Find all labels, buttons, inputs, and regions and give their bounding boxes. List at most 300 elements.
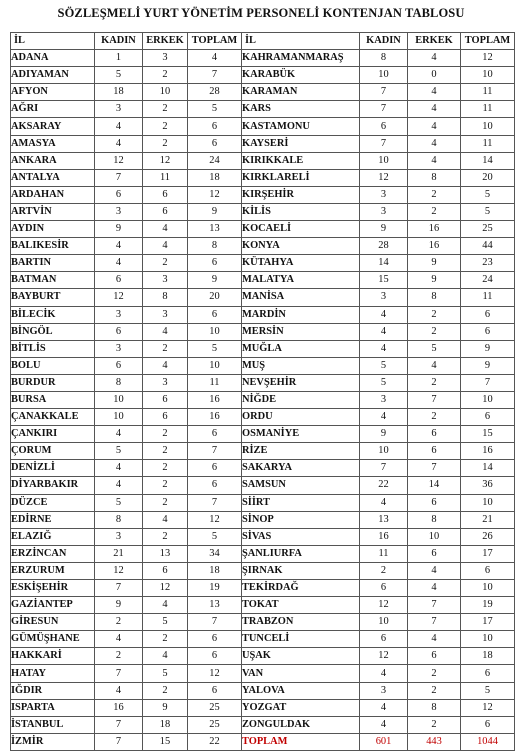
table-row [11, 84, 515, 101]
right-kadin-cell: 7 [360, 84, 408, 101]
left-kadin-cell: 1 [95, 50, 143, 67]
left-erkek-cell: 4 [143, 323, 188, 340]
right-province-cell: KIRKLARELİ [242, 169, 360, 186]
left-toplam-cell: 18 [188, 562, 242, 579]
left-kadin-cell: 4 [95, 631, 143, 648]
left-kadin-cell: 4 [95, 426, 143, 443]
left-province-cell: BALIKESİR [11, 238, 95, 255]
right-province-cell: SİNOP [242, 511, 360, 528]
left-toplam-cell: 6 [188, 460, 242, 477]
left-province-cell: ÇANKIRI [11, 426, 95, 443]
left-toplam-cell: 16 [188, 391, 242, 408]
table-row [11, 340, 515, 357]
right-toplam-cell: 6 [461, 665, 515, 682]
right-erkek-cell: 8 [408, 169, 461, 186]
left-erkek-cell: 15 [143, 733, 188, 750]
table-row [11, 597, 515, 614]
right-kadin-cell: 12 [360, 597, 408, 614]
left-kadin-cell: 7 [95, 580, 143, 597]
table-row [11, 203, 515, 220]
right-toplam-cell: 6 [461, 716, 515, 733]
left-toplam-cell: 16 [188, 409, 242, 426]
right-toplam-cell: 16 [461, 443, 515, 460]
left-province-cell: ERZİNCAN [11, 545, 95, 562]
left-erkek-cell: 2 [143, 682, 188, 699]
left-toplam-cell: 13 [188, 221, 242, 238]
header-toplam-right: TOPLAM [461, 33, 515, 50]
right-toplam-cell: 15 [461, 426, 515, 443]
left-toplam-cell: 18 [188, 169, 242, 186]
left-erkek-cell: 2 [143, 494, 188, 511]
right-toplam-cell: 18 [461, 648, 515, 665]
right-toplam-cell: 12 [461, 50, 515, 67]
right-province-cell: RİZE [242, 443, 360, 460]
left-province-cell: AKSARAY [11, 118, 95, 135]
left-kadin-cell: 4 [95, 238, 143, 255]
table-row [11, 289, 515, 306]
left-province-cell: ARDAHAN [11, 186, 95, 203]
left-erkek-cell: 2 [143, 477, 188, 494]
left-kadin-cell: 3 [95, 528, 143, 545]
right-kadin-cell: 3 [360, 682, 408, 699]
right-toplam-cell: 6 [461, 323, 515, 340]
left-toplam-cell: 6 [188, 306, 242, 323]
right-toplam-cell: 14 [461, 152, 515, 169]
left-province-cell: BURDUR [11, 374, 95, 391]
left-kadin-cell: 3 [95, 340, 143, 357]
right-erkek-cell: 6 [408, 494, 461, 511]
left-kadin-cell: 4 [95, 460, 143, 477]
right-toplam-cell: 14 [461, 460, 515, 477]
left-toplam-cell: 6 [188, 255, 242, 272]
header-kadin-left: KADIN [95, 33, 143, 50]
left-kadin-cell: 8 [95, 511, 143, 528]
right-toplam-cell: 25 [461, 221, 515, 238]
right-province-cell: KAHRAMANMARAŞ [242, 50, 360, 67]
left-province-cell: DENİZLİ [11, 460, 95, 477]
left-erkek-cell: 2 [143, 135, 188, 152]
right-toplam-cell: 10 [461, 580, 515, 597]
right-toplam-cell: 11 [461, 135, 515, 152]
left-erkek-cell: 2 [143, 255, 188, 272]
left-toplam-cell: 22 [188, 733, 242, 750]
right-kadin-cell: 4 [360, 340, 408, 357]
left-toplam-cell: 5 [188, 528, 242, 545]
table-row [11, 511, 515, 528]
left-province-cell: BİTLİS [11, 340, 95, 357]
left-province-cell: ÇORUM [11, 443, 95, 460]
left-province-cell: ERZURUM [11, 562, 95, 579]
left-kadin-cell: 12 [95, 152, 143, 169]
table-row [11, 374, 515, 391]
right-erkek-cell: 2 [408, 323, 461, 340]
left-kadin-cell: 2 [95, 648, 143, 665]
table-row [11, 118, 515, 135]
left-toplam-cell: 25 [188, 716, 242, 733]
right-kadin-cell: 3 [360, 203, 408, 220]
left-erkek-cell: 5 [143, 614, 188, 631]
left-province-cell: ADANA [11, 50, 95, 67]
right-erkek-cell: 9 [408, 255, 461, 272]
right-toplam-cell: 12 [461, 699, 515, 716]
right-erkek-cell: 2 [408, 306, 461, 323]
left-province-cell: DİYARBAKIR [11, 477, 95, 494]
right-erkek-cell: 8 [408, 511, 461, 528]
left-toplam-cell: 9 [188, 272, 242, 289]
left-province-cell: GİRESUN [11, 614, 95, 631]
left-erkek-cell: 2 [143, 460, 188, 477]
right-kadin-cell: 5 [360, 357, 408, 374]
left-toplam-cell: 19 [188, 580, 242, 597]
left-erkek-cell: 4 [143, 511, 188, 528]
left-province-cell: ELAZIĞ [11, 528, 95, 545]
right-kadin-cell: 22 [360, 477, 408, 494]
right-kadin-cell: 4 [360, 306, 408, 323]
right-erkek-cell: 7 [408, 460, 461, 477]
right-province-cell: KARS [242, 101, 360, 118]
right-province-cell: KONYA [242, 238, 360, 255]
left-kadin-cell: 4 [95, 118, 143, 135]
left-province-cell: ÇANAKKALE [11, 409, 95, 426]
left-kadin-cell: 6 [95, 357, 143, 374]
left-province-cell: BİLECİK [11, 306, 95, 323]
right-toplam-cell: 6 [461, 409, 515, 426]
right-erkek-cell: 16 [408, 238, 461, 255]
right-toplam-cell: 17 [461, 545, 515, 562]
right-toplam-cell: 36 [461, 477, 515, 494]
left-toplam-cell: 6 [188, 135, 242, 152]
right-toplam-cell: 44 [461, 238, 515, 255]
right-kadin-cell: 3 [360, 186, 408, 203]
right-toplam-cell: 20 [461, 169, 515, 186]
right-province-cell: YOZGAT [242, 699, 360, 716]
left-kadin-cell: 12 [95, 289, 143, 306]
table-row [11, 528, 515, 545]
left-kadin-cell: 7 [95, 716, 143, 733]
right-kadin-cell: 14 [360, 255, 408, 272]
right-kadin-cell: 10 [360, 67, 408, 84]
table-row [11, 477, 515, 494]
right-erkek-cell: 5 [408, 340, 461, 357]
table-row [11, 391, 515, 408]
left-province-cell: AYDIN [11, 221, 95, 238]
left-erkek-cell: 4 [143, 648, 188, 665]
total-erkek: 443 [408, 733, 461, 750]
table-row [11, 169, 515, 186]
right-kadin-cell: 7 [360, 460, 408, 477]
table-row [11, 357, 515, 374]
header-erkek-left: ERKEK [143, 33, 188, 50]
right-province-cell: MUŞ [242, 357, 360, 374]
right-kadin-cell: 4 [360, 494, 408, 511]
left-kadin-cell: 9 [95, 221, 143, 238]
left-erkek-cell: 2 [143, 67, 188, 84]
table-row [11, 152, 515, 169]
right-erkek-cell: 4 [408, 562, 461, 579]
left-erkek-cell: 13 [143, 545, 188, 562]
right-province-cell: VAN [242, 665, 360, 682]
left-province-cell: HATAY [11, 665, 95, 682]
right-erkek-cell: 16 [408, 221, 461, 238]
header-row [11, 33, 515, 50]
left-toplam-cell: 7 [188, 67, 242, 84]
right-toplam-cell: 5 [461, 203, 515, 220]
left-province-cell: HAKKARİ [11, 648, 95, 665]
left-erkek-cell: 11 [143, 169, 188, 186]
right-kadin-cell: 4 [360, 665, 408, 682]
left-toplam-cell: 6 [188, 648, 242, 665]
left-erkek-cell: 3 [143, 272, 188, 289]
right-erkek-cell: 4 [408, 135, 461, 152]
left-toplam-cell: 7 [188, 614, 242, 631]
right-kadin-cell: 10 [360, 614, 408, 631]
right-toplam-cell: 10 [461, 118, 515, 135]
table-row [11, 238, 515, 255]
right-province-cell: KIRIKKALE [242, 152, 360, 169]
table-row [11, 631, 515, 648]
right-kadin-cell: 28 [360, 238, 408, 255]
right-erkek-cell: 4 [408, 50, 461, 67]
left-kadin-cell: 6 [95, 272, 143, 289]
right-erkek-cell: 2 [408, 665, 461, 682]
right-province-cell: MUĞLA [242, 340, 360, 357]
left-kadin-cell: 7 [95, 665, 143, 682]
left-erkek-cell: 6 [143, 409, 188, 426]
right-erkek-cell: 2 [408, 374, 461, 391]
left-erkek-cell: 3 [143, 50, 188, 67]
right-kadin-cell: 11 [360, 545, 408, 562]
left-erkek-cell: 8 [143, 289, 188, 306]
right-kadin-cell: 4 [360, 699, 408, 716]
right-kadin-cell: 12 [360, 648, 408, 665]
header-kadin-right: KADIN [360, 33, 408, 50]
left-toplam-cell: 20 [188, 289, 242, 306]
header-il-right: İL [242, 33, 360, 50]
right-kadin-cell: 10 [360, 443, 408, 460]
right-province-cell: TRABZON [242, 614, 360, 631]
left-kadin-cell: 7 [95, 733, 143, 750]
left-province-cell: AMASYA [11, 135, 95, 152]
left-toplam-cell: 24 [188, 152, 242, 169]
left-kadin-cell: 6 [95, 186, 143, 203]
left-toplam-cell: 8 [188, 238, 242, 255]
right-province-cell: KARAMAN [242, 84, 360, 101]
header-toplam-left: TOPLAM [188, 33, 242, 50]
right-toplam-cell: 24 [461, 272, 515, 289]
right-toplam-cell: 9 [461, 340, 515, 357]
left-toplam-cell: 5 [188, 340, 242, 357]
right-province-cell: MALATYA [242, 272, 360, 289]
table-row [11, 443, 515, 460]
table-row [11, 67, 515, 84]
right-province-cell: KOCAELİ [242, 221, 360, 238]
right-erkek-cell: 2 [408, 716, 461, 733]
right-province-cell: NEVŞEHİR [242, 374, 360, 391]
right-province-cell: TUNCELİ [242, 631, 360, 648]
left-erkek-cell: 12 [143, 152, 188, 169]
left-erkek-cell: 18 [143, 716, 188, 733]
right-kadin-cell: 4 [360, 716, 408, 733]
left-erkek-cell: 6 [143, 391, 188, 408]
right-toplam-cell: 21 [461, 511, 515, 528]
left-province-cell: EDİRNE [11, 511, 95, 528]
left-kadin-cell: 2 [95, 614, 143, 631]
table-row [11, 614, 515, 631]
right-toplam-cell: 7 [461, 374, 515, 391]
left-province-cell: BATMAN [11, 272, 95, 289]
right-kadin-cell: 2 [360, 562, 408, 579]
left-erkek-cell: 2 [143, 443, 188, 460]
left-province-cell: GAZİANTEP [11, 597, 95, 614]
left-erkek-cell: 4 [143, 357, 188, 374]
left-toplam-cell: 28 [188, 84, 242, 101]
right-toplam-cell: 6 [461, 306, 515, 323]
right-kadin-cell: 6 [360, 580, 408, 597]
right-province-cell: UŞAK [242, 648, 360, 665]
right-erkek-cell: 4 [408, 84, 461, 101]
right-erkek-cell: 4 [408, 152, 461, 169]
right-erkek-cell: 4 [408, 631, 461, 648]
table-row [11, 733, 515, 750]
left-province-cell: BOLU [11, 357, 95, 374]
left-toplam-cell: 7 [188, 443, 242, 460]
left-toplam-cell: 12 [188, 665, 242, 682]
left-province-cell: ISPARTA [11, 699, 95, 716]
right-erkek-cell: 7 [408, 391, 461, 408]
header-erkek-right: ERKEK [408, 33, 461, 50]
right-province-cell: SAMSUN [242, 477, 360, 494]
right-kadin-cell: 9 [360, 426, 408, 443]
left-province-cell: ANKARA [11, 152, 95, 169]
table-row [11, 135, 515, 152]
table-row [11, 494, 515, 511]
right-kadin-cell: 10 [360, 152, 408, 169]
left-province-cell: BARTIN [11, 255, 95, 272]
left-kadin-cell: 12 [95, 562, 143, 579]
right-kadin-cell: 7 [360, 135, 408, 152]
left-erkek-cell: 10 [143, 84, 188, 101]
left-kadin-cell: 5 [95, 494, 143, 511]
right-erkek-cell: 9 [408, 272, 461, 289]
left-erkek-cell: 3 [143, 374, 188, 391]
right-province-cell: KARABÜK [242, 67, 360, 84]
table-body [11, 50, 515, 751]
right-province-cell: SİVAS [242, 528, 360, 545]
right-province-cell: TOKAT [242, 597, 360, 614]
left-kadin-cell: 18 [95, 84, 143, 101]
right-kadin-cell: 4 [360, 409, 408, 426]
left-province-cell: AFYON [11, 84, 95, 101]
right-erkek-cell: 14 [408, 477, 461, 494]
left-toplam-cell: 13 [188, 597, 242, 614]
left-province-cell: IĞDIR [11, 682, 95, 699]
right-toplam-cell: 11 [461, 84, 515, 101]
right-province-cell: TEKİRDAĞ [242, 580, 360, 597]
right-erkek-cell: 2 [408, 682, 461, 699]
right-province-cell: NİĞDE [242, 391, 360, 408]
left-toplam-cell: 6 [188, 631, 242, 648]
left-province-cell: BİNGÖL [11, 323, 95, 340]
left-erkek-cell: 3 [143, 306, 188, 323]
left-toplam-cell: 6 [188, 118, 242, 135]
table-row [11, 460, 515, 477]
left-kadin-cell: 5 [95, 67, 143, 84]
left-erkek-cell: 4 [143, 238, 188, 255]
right-kadin-cell: 8 [360, 50, 408, 67]
table-row [11, 665, 515, 682]
right-kadin-cell: 12 [360, 169, 408, 186]
left-kadin-cell: 6 [95, 323, 143, 340]
right-toplam-cell: 10 [461, 67, 515, 84]
right-erkek-cell: 8 [408, 289, 461, 306]
right-kadin-cell: 3 [360, 289, 408, 306]
right-province-cell: ZONGULDAK [242, 716, 360, 733]
table-row [11, 50, 515, 67]
left-toplam-cell: 4 [188, 50, 242, 67]
right-kadin-cell: 3 [360, 391, 408, 408]
right-toplam-cell: 6 [461, 562, 515, 579]
right-province-cell: MARDİN [242, 306, 360, 323]
table-row [11, 699, 515, 716]
left-province-cell: GÜMÜŞHANE [11, 631, 95, 648]
table-row [11, 272, 515, 289]
left-erkek-cell: 6 [143, 186, 188, 203]
right-erkek-cell: 7 [408, 597, 461, 614]
left-province-cell: ADIYAMAN [11, 67, 95, 84]
left-erkek-cell: 9 [143, 699, 188, 716]
left-toplam-cell: 10 [188, 357, 242, 374]
table-row [11, 221, 515, 238]
table-row [11, 186, 515, 203]
left-province-cell: İSTANBUL [11, 716, 95, 733]
right-province-cell: OSMANİYE [242, 426, 360, 443]
left-erkek-cell: 2 [143, 340, 188, 357]
left-toplam-cell: 9 [188, 203, 242, 220]
right-erkek-cell: 4 [408, 580, 461, 597]
left-kadin-cell: 16 [95, 699, 143, 716]
right-kadin-cell: 5 [360, 374, 408, 391]
left-kadin-cell: 21 [95, 545, 143, 562]
left-province-cell: ANTALYA [11, 169, 95, 186]
left-toplam-cell: 12 [188, 186, 242, 203]
right-kadin-cell: 4 [360, 323, 408, 340]
right-kadin-cell: 13 [360, 511, 408, 528]
right-province-cell: SAKARYA [242, 460, 360, 477]
right-kadin-cell: 15 [360, 272, 408, 289]
right-erkek-cell: 2 [408, 203, 461, 220]
left-province-cell: BURSA [11, 391, 95, 408]
right-toplam-cell: 5 [461, 186, 515, 203]
left-erkek-cell: 5 [143, 665, 188, 682]
right-erkek-cell: 6 [408, 443, 461, 460]
quota-table [10, 32, 515, 751]
table-row [11, 682, 515, 699]
table-row [11, 648, 515, 665]
page-title: SÖZLEŞMELİ YURT YÖNETİM PERSONELİ KONTENJAN TABLOSU [57, 6, 465, 20]
right-erkek-cell: 6 [408, 545, 461, 562]
right-toplam-cell: 11 [461, 101, 515, 118]
right-province-cell: KİLİS [242, 203, 360, 220]
left-province-cell: ESKİŞEHİR [11, 580, 95, 597]
left-toplam-cell: 7 [188, 494, 242, 511]
right-toplam-cell: 23 [461, 255, 515, 272]
left-kadin-cell: 10 [95, 391, 143, 408]
left-toplam-cell: 6 [188, 426, 242, 443]
right-toplam-cell: 17 [461, 614, 515, 631]
left-province-cell: AĞRI [11, 101, 95, 118]
left-erkek-cell: 2 [143, 101, 188, 118]
left-kadin-cell: 7 [95, 169, 143, 186]
